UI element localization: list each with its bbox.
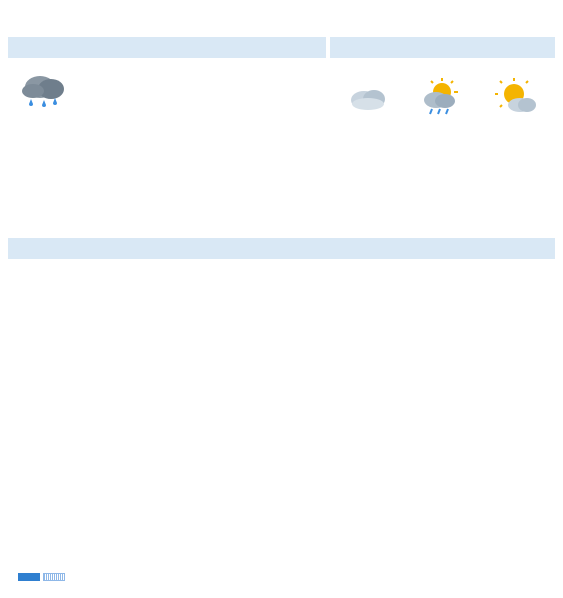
sun-cloud-icon	[494, 78, 538, 118]
chart-legend	[18, 572, 65, 583]
overview-section-header	[330, 37, 555, 58]
forecast-section-header	[8, 238, 555, 259]
legend-shower-swatch	[43, 573, 65, 581]
cloud-icon	[346, 84, 388, 112]
sun-cloud-rain-icon	[418, 78, 462, 118]
forecast-chart	[0, 322, 563, 522]
cloud-rain-icon	[18, 68, 70, 112]
current-section-header	[8, 37, 326, 58]
legend-precip-swatch	[18, 573, 40, 581]
